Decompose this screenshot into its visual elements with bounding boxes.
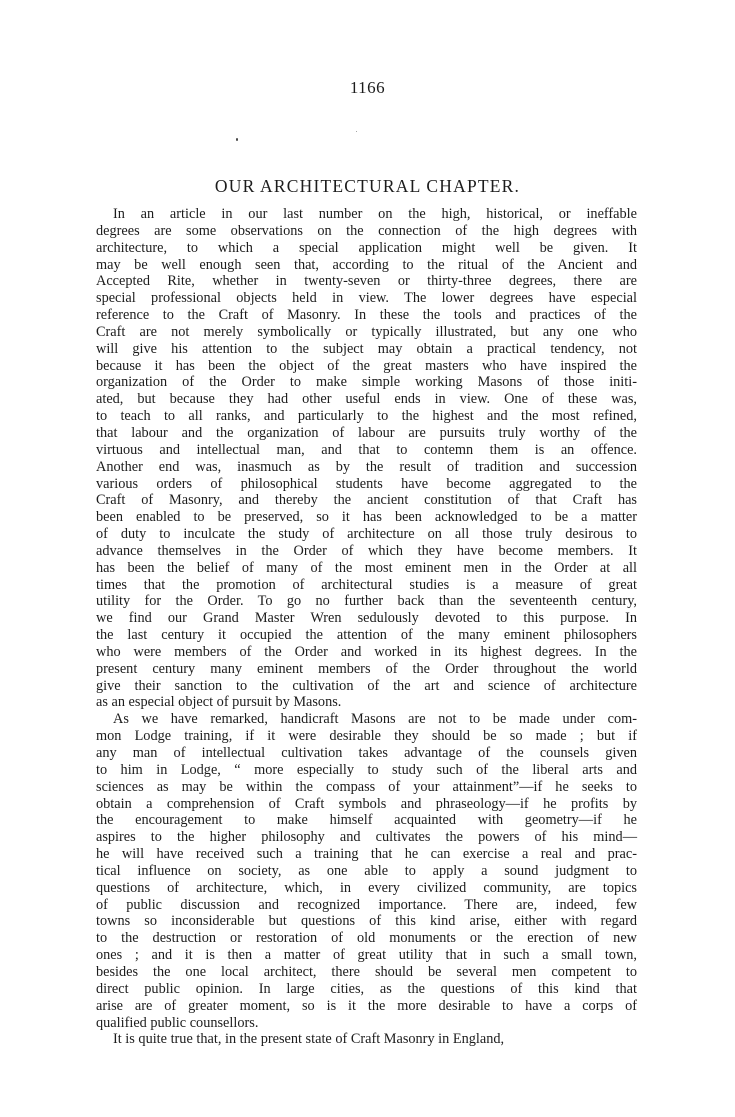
- text-line: been enabled to be preserved, so it has been acknowledged to be a matter: [96, 509, 637, 526]
- text-line: direct public opinion. In large cities, as the questions of this kind that: [96, 980, 637, 997]
- text-line: we find our Grand Master Wren sedulously devoted to this purpose. In: [96, 610, 637, 627]
- text-line: towns so inconsiderable but questions of this kind arise, either with regard: [96, 913, 637, 930]
- text-line: of duty to inculcate the study of architecture on all those truly desirous to: [96, 526, 637, 543]
- article-body: [96, 206, 637, 1048]
- text-line: architecture, to which a special application might well be given. It: [96, 239, 637, 256]
- text-line: As we have remarked, handicraft Masons are not to be made under com-: [113, 711, 637, 728]
- text-line: various orders of philosophical students have become aggregated to the: [96, 475, 637, 492]
- text-line: the encouragement to make himself acquainted with geometry—if he: [96, 812, 637, 829]
- text-line: obtain a comprehension of Craft symbols and phraseology—if he profits by: [96, 795, 637, 812]
- text-line: to teach to all ranks, and particularly to the highest and the most refined,: [96, 408, 637, 425]
- text-line: ones ; and it is then a matter of great utility that in such a small town,: [96, 947, 637, 964]
- text-line: because it has been the object of the great masters who have inspired the: [96, 357, 637, 374]
- text-line: qualified public counsellors.: [96, 1014, 259, 1031]
- text-line: organization of the Order to make simple working Masons of those initi-: [96, 374, 637, 391]
- text-line: In an article in our last number on the high, historical, or ineffable: [113, 206, 637, 222]
- text-line: of public discussion and recognized importance. There are, indeed, few: [96, 896, 637, 913]
- text-line: Accepted Rite, whether in twenty-seven or thirty-three degrees, there are: [96, 273, 637, 290]
- text-line: utility for the Order. To go no further back than the seventeenth century,: [96, 593, 637, 610]
- text-line: mon Lodge training, if it were desirable they should be so made ; but if: [96, 728, 637, 745]
- text-line: present century many eminent members of the Order throughout the world: [96, 660, 637, 677]
- text-line: any man of intellectual cultivation takes advantage of the counsels given: [96, 745, 637, 761]
- text-line: Craft are not merely symbolically or typically illustrated, but any one who: [96, 323, 637, 340]
- text-line: has been the belief of many of the most eminent men in the Order at all: [96, 559, 637, 576]
- text-line: advance themselves in the Order of which they have become members. It: [96, 542, 637, 559]
- text-line: ated, but because they had other useful ends in view. One of these was,: [96, 391, 637, 408]
- text-line: give their sanction to the cultivation of the art and science of architecture: [96, 677, 637, 694]
- text-line: to the destruction or restoration of old monuments or the erection of new: [96, 930, 637, 947]
- text-line: as an especial object of pursuit by Masons.: [96, 694, 342, 711]
- text-line: to him in Lodge, “ more especially to study such of the liberal arts and: [96, 761, 637, 778]
- print-speck: [356, 131, 357, 132]
- text-line: besides the one local architect, there should be several men competent to: [96, 963, 637, 980]
- text-line: Craft of Masonry, and thereby the ancient constitution of that Craft has: [96, 492, 637, 509]
- text-line: special professional objects held in view. The lower degrees have especial: [96, 290, 637, 307]
- text-line: sciences as may be within the compass of your attainment”—if he seeks to: [96, 778, 637, 795]
- text-line: that labour and the organization of labour are pursuits truly worthy of the: [96, 424, 637, 441]
- text-line: he will have received such a training that he can exercise a real and prac-: [96, 846, 637, 863]
- text-line: arise are of greater moment, so is it the more desirable to have a corps of: [96, 997, 637, 1014]
- print-speck: [236, 138, 238, 141]
- article-title: OUR ARCHITECTURAL CHAPTER.: [214, 176, 521, 196]
- text-line: may be well enough seen that, according to the ritual of the Ancient and: [96, 256, 637, 273]
- text-line: times that the promotion of architectural studies is a measure of great: [96, 576, 637, 593]
- text-line: It is quite true that, in the present state of Craft Masonry in England,: [113, 1031, 505, 1048]
- page-number: 1166: [349, 78, 386, 97]
- text-line: questions of architecture, which, in every civilized community, are topics: [96, 879, 637, 896]
- text-line: Another end was, inasmuch as by the result of tradition and succession: [96, 458, 637, 475]
- text-line: who were members of the Order and worked in its highest degrees. In the: [96, 643, 637, 660]
- text-line: tical influence on society, as one able to apply a sound judgment to: [96, 862, 637, 879]
- text-line: degrees are some observations on the connection of the high degrees with: [96, 222, 637, 239]
- text-line: the last century it occupied the attention of the many eminent philosophers: [96, 627, 637, 644]
- text-line: virtuous and intellectual man, and that to contemn them is an offence.: [96, 441, 637, 458]
- text-line: reference to the Craft of Masonry. In these the tools and practices of the: [96, 307, 637, 324]
- text-line: aspires to the higher philosophy and cultivates the powers of his mind—: [96, 829, 637, 846]
- text-line: will give his attention to the subject may obtain a practical tendency, not: [96, 340, 637, 357]
